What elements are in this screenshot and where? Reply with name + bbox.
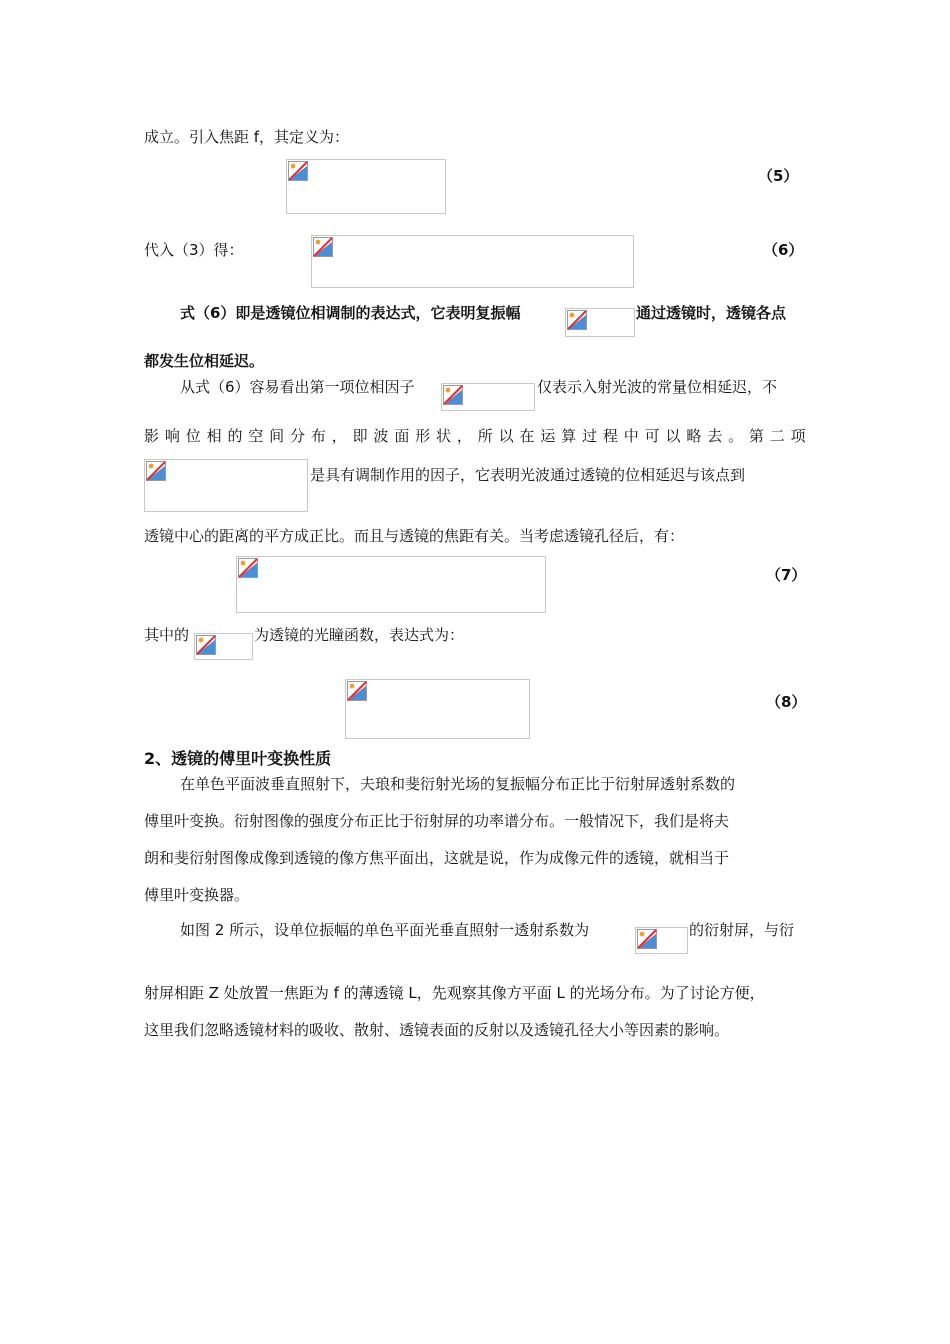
equation-number-5: （5） — [758, 167, 799, 185]
justified-char: 面 — [394, 427, 410, 445]
paragraph-line: 代入（3）得： — [144, 241, 244, 259]
justified-char: 去 — [707, 427, 723, 445]
broken-image-icon — [637, 929, 657, 949]
justified-char: 的 — [227, 427, 243, 445]
formula-image-inline — [635, 927, 688, 954]
justified-char: 相 — [206, 427, 222, 445]
broken-image-icon — [313, 237, 333, 257]
formula-image-inline — [144, 459, 308, 512]
paragraph-line: 朗和斐衍射图像成像到透镜的像方焦平面出，这就是说，作为成像元件的透镜，就相当于 — [144, 849, 730, 867]
paragraph-line: 在单色平面波垂直照射下，夫琅和斐衍射光场的复振幅分布正比于衍射屏透射系数的 — [180, 775, 736, 793]
paragraph-line: 仅表示入射光波的常量位相延迟，不 — [537, 378, 778, 396]
equation-number-8: （8） — [766, 693, 807, 711]
justified-char: 二 — [769, 427, 785, 445]
formula-image-8 — [345, 679, 530, 739]
paragraph-line: 的衍射屏，与衍 — [689, 921, 795, 939]
justified-char: 波 — [373, 427, 389, 445]
justified-char: 项 — [790, 427, 806, 445]
justified-char: 间 — [269, 427, 285, 445]
paragraph-line: 如图 2 所示，设单位振幅的单色平面光垂直照射一透射系数为 — [180, 921, 590, 939]
formula-image-5 — [286, 159, 446, 214]
formula-image-7 — [236, 556, 546, 613]
justified-char: 位 — [185, 427, 201, 445]
broken-image-icon — [347, 681, 367, 701]
paragraph-line: 傅里叶变换。衍射图像的强度分布正比于衍射屏的功率谱分布。一般情况下，我们是将夫 — [144, 812, 730, 830]
justified-char: 影 — [144, 427, 160, 445]
formula-image-inline — [441, 383, 535, 411]
justified-char: 程 — [602, 427, 618, 445]
broken-image-icon — [238, 558, 258, 578]
justified-char: 空 — [248, 427, 264, 445]
paragraph-line: 从式（6）容易看出第一项位相因子 — [180, 378, 415, 396]
justified-char: 过 — [582, 427, 598, 445]
justified-char: ， — [331, 427, 347, 445]
paragraph-line: 为透镜的光瞳函数，表达式为： — [254, 626, 465, 644]
paragraph-line: 傅里叶变换器。 — [144, 886, 250, 904]
justified-char: 第 — [748, 427, 764, 445]
section-heading: 2、透镜的傅里叶变换性质 — [144, 749, 332, 768]
equation-number-7: （7） — [766, 566, 807, 584]
formula-image-inline — [565, 308, 635, 337]
justified-char: 可 — [644, 427, 660, 445]
justified-char: 分 — [290, 427, 306, 445]
paragraph-line: 是具有调制作用的因子，它表明光波通过透镜的位相延迟与该点到 — [310, 466, 746, 484]
paragraph-line: 这里我们忽略透镜材料的吸收、散射、透镜表面的反射以及透镜孔径大小等因素的影响。 — [144, 1021, 730, 1039]
broken-image-icon — [196, 635, 216, 655]
justified-char: 运 — [540, 427, 556, 445]
justified-char: 以 — [665, 427, 681, 445]
justified-char: 形 — [415, 427, 431, 445]
broken-image-icon — [443, 385, 463, 405]
justified-char: 即 — [352, 427, 368, 445]
justified-char: 状 — [436, 427, 452, 445]
broken-image-icon — [288, 161, 308, 181]
justified-char: 所 — [477, 427, 493, 445]
justified-char: 中 — [623, 427, 639, 445]
broken-image-icon — [146, 461, 166, 481]
justified-char: 响 — [164, 427, 180, 445]
paragraph-line: 成立。引入焦距 f，其定义为： — [144, 128, 350, 146]
bold-text: 式（6）即是透镜位相调制的表达式，它表明复振幅 — [180, 304, 521, 322]
justified-char: 算 — [561, 427, 577, 445]
paragraph-line: 其中的 — [144, 626, 190, 644]
formula-image-6 — [311, 235, 634, 288]
justified-char: 在 — [519, 427, 535, 445]
justified-char: 。 — [728, 427, 744, 445]
paragraph-line: 射屏相距 Z 处放置一焦距为 f 的薄透镜 L，先观察其像方平面 L 的光场分布。为了讨论方便， — [144, 984, 765, 1002]
justified-char: 略 — [686, 427, 702, 445]
justified-char: ， — [456, 427, 472, 445]
bold-text: 都发生位相延迟。 — [144, 352, 265, 370]
broken-image-icon — [567, 310, 587, 330]
formula-image-inline — [194, 633, 253, 660]
justified-line — [144, 426, 806, 446]
equation-number-6: （6） — [763, 241, 804, 259]
justified-char: 以 — [498, 427, 514, 445]
paragraph-line: 透镜中心的距离的平方成正比。而且与透镜的焦距有关。当考虑透镜孔径后，有： — [144, 527, 685, 545]
bold-text: 通过透镜时，透镜各点 — [636, 304, 787, 322]
justified-char: 布 — [310, 427, 326, 445]
